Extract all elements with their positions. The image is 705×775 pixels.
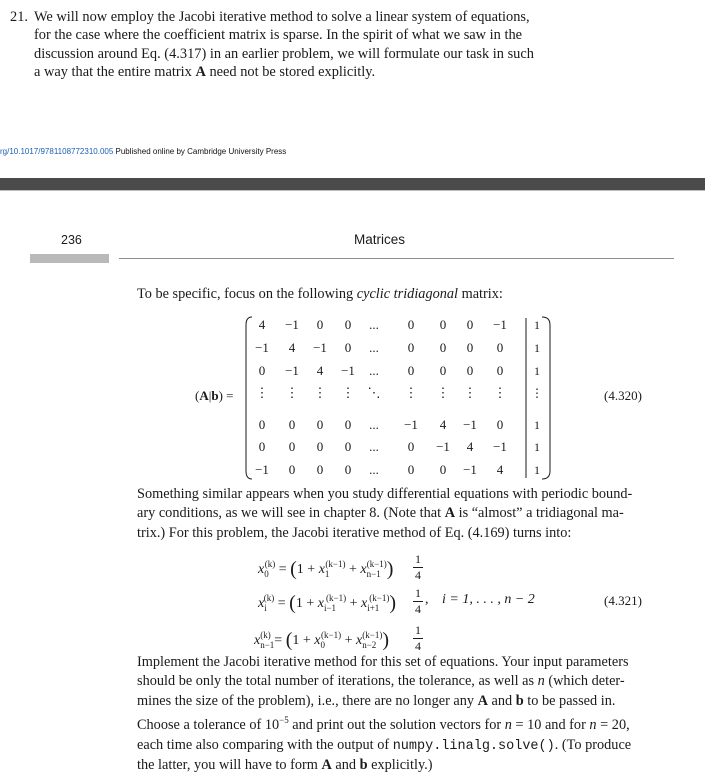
paragraph-implement bbox=[137, 653, 631, 775]
var-n: n bbox=[589, 717, 597, 734]
matrix-entry: 4 bbox=[496, 462, 504, 477]
vector-symbol-b: b bbox=[515, 692, 524, 709]
matrix-entry: ... bbox=[369, 363, 379, 378]
matrix-entry: ⋮ bbox=[436, 385, 450, 400]
matrix-entry: ⋮ bbox=[341, 385, 355, 400]
text: explicitly.) bbox=[367, 757, 433, 774]
matrix-entry: 0 bbox=[439, 363, 447, 378]
matrix-entry: 0 bbox=[288, 439, 296, 454]
equation-number: (4.321) bbox=[604, 593, 642, 608]
matrix-entry: −1 bbox=[285, 317, 299, 332]
text: is “almost” a tridiagonal ma- bbox=[455, 505, 624, 522]
matrix-entry: 0 bbox=[316, 317, 324, 332]
matrix-entry: ... bbox=[369, 417, 379, 432]
text: the latter, you will have to form bbox=[137, 757, 322, 774]
text: each time also comparing with the output of bbox=[137, 736, 393, 753]
matrix-entry: ... bbox=[369, 317, 379, 332]
problem-line-tail: need not be stored explicitly. bbox=[205, 64, 376, 81]
text: = 20, bbox=[596, 717, 630, 734]
rhs-entry: 1 bbox=[534, 341, 540, 355]
numerator: 1 bbox=[415, 623, 421, 637]
text: to be passed in. bbox=[523, 692, 616, 709]
numerator: 1 bbox=[415, 586, 421, 600]
matrix-entry: 4 bbox=[316, 363, 324, 378]
matrix-entry: −1 bbox=[436, 439, 450, 454]
intro-italic: cyclic tridiagonal bbox=[356, 286, 459, 302]
header-rule bbox=[119, 258, 674, 259]
matrix-entry: 0 bbox=[316, 417, 324, 432]
problem-line bbox=[34, 63, 570, 81]
matrix-entry: 0 bbox=[466, 340, 474, 355]
intro-text-end: matrix: bbox=[458, 286, 503, 302]
matrix-entry: 4 bbox=[466, 439, 474, 454]
matrix-entry: 0 bbox=[439, 317, 447, 332]
matrix-entry: 0 bbox=[344, 417, 352, 432]
intro-text: To be specific, focus on the following bbox=[137, 286, 357, 302]
page-separator-band bbox=[0, 178, 705, 190]
matrix-entry: 0 bbox=[344, 317, 352, 332]
problem-statement-top bbox=[10, 8, 570, 82]
text: (which deter- bbox=[544, 673, 625, 690]
paragraph-line bbox=[137, 504, 632, 523]
paragraph-line bbox=[137, 672, 631, 691]
problem-line: for the case where the coefficient matrix is sparse. In the spirit of what we saw in the bbox=[34, 27, 523, 44]
index-range: i = 1, . . . , n − 2 bbox=[442, 592, 535, 607]
matrix-entry: 0 bbox=[344, 340, 352, 355]
text: Choose a tolerance of 10 bbox=[137, 717, 280, 734]
matrix-entry: 0 bbox=[258, 417, 266, 432]
matrix-entry: 0 bbox=[466, 363, 474, 378]
rhs-entry: 1 bbox=[534, 463, 540, 477]
doi-link[interactable]: rg/10.1017/9781108772310.005 bbox=[0, 147, 114, 156]
text: and print out the solution vectors for bbox=[288, 717, 505, 734]
code-snippet: numpy.linalg.solve() bbox=[392, 738, 555, 754]
matrix-label bbox=[195, 388, 234, 404]
running-head: Matrices bbox=[354, 232, 406, 247]
page-separator-edge bbox=[0, 190, 705, 191]
paragraph-line bbox=[137, 711, 631, 735]
label-paren-open: ( bbox=[195, 388, 200, 403]
matrix-entry: 0 bbox=[407, 317, 415, 332]
problem-number: 21. bbox=[10, 9, 28, 25]
text: ary conditions, as we will see in chapter 8. (Note that bbox=[137, 505, 445, 522]
rhs-entry: 1 bbox=[534, 364, 540, 378]
matrix-entry: 0 bbox=[407, 363, 415, 378]
label-close: ) = bbox=[218, 388, 234, 403]
matrix-entry: ... bbox=[369, 340, 379, 355]
matrix-entry: 0 bbox=[466, 317, 474, 332]
page-number: 236 bbox=[61, 233, 82, 247]
augmented-matrix bbox=[244, 313, 556, 483]
matrix-entry: ⋮ bbox=[313, 385, 327, 400]
matrix-entry: −1 bbox=[404, 417, 418, 432]
rhs-entry: 1 bbox=[534, 418, 540, 432]
matrix-entry: 0 bbox=[288, 417, 296, 432]
matrix-entry: 0 bbox=[439, 340, 447, 355]
paragraph-line bbox=[137, 692, 631, 711]
rhs-entry: ⋮ bbox=[531, 386, 543, 400]
doi-footer bbox=[0, 147, 286, 156]
matrix-entry: −1 bbox=[341, 363, 355, 378]
problem-line-text: a way that the entire matrix bbox=[34, 64, 196, 81]
rhs-entry: 1 bbox=[534, 440, 540, 454]
matrix-entry: 0 bbox=[407, 340, 415, 355]
matrix-entry: 4 bbox=[288, 340, 296, 355]
matrix-entry: 0 bbox=[496, 417, 504, 432]
text: = 10 and for bbox=[511, 717, 590, 734]
label-bar: | bbox=[208, 388, 212, 403]
matrix-entry: ⋮ bbox=[404, 385, 418, 400]
matrix-entry: −1 bbox=[255, 340, 269, 355]
matrix-entry: −1 bbox=[313, 340, 327, 355]
matrix-symbol-A: A bbox=[321, 757, 332, 774]
rhs-entry: 1 bbox=[534, 318, 540, 332]
matrix-entry: 0 bbox=[258, 363, 266, 378]
var-n: n bbox=[504, 717, 512, 734]
paragraph-line: Implement the Jacobi iterative method for this set of equations. Your input parameters bbox=[137, 654, 629, 670]
matrix-entry: −1 bbox=[493, 439, 507, 454]
matrix-entry: ⋱ bbox=[367, 385, 381, 400]
matrix-entry: 0 bbox=[316, 439, 324, 454]
matrix-entry: −1 bbox=[255, 462, 269, 477]
paragraph-line: trix.) For this problem, the Jacobi iterative method of Eq. (4.169) turns into: bbox=[137, 524, 572, 541]
var-n: n bbox=[537, 673, 545, 690]
matrix-symbol-A: A bbox=[477, 692, 488, 709]
text: mines the size of the problem), i.e., there are no longer any bbox=[137, 692, 478, 709]
matrix-entry: 0 bbox=[316, 462, 324, 477]
text: . (To produce bbox=[554, 736, 632, 753]
matrix-entry: −1 bbox=[493, 317, 507, 332]
matrix-symbol-A: A bbox=[444, 505, 456, 522]
matrix-entry: 0 bbox=[407, 439, 415, 454]
header-bar bbox=[30, 254, 109, 263]
fraction-quarter bbox=[413, 553, 423, 582]
matrix-entry: ⋮ bbox=[285, 385, 299, 400]
matrix-symbol-A: A bbox=[195, 64, 206, 81]
label-A: A bbox=[199, 388, 209, 403]
matrix-entry: ⋮ bbox=[255, 385, 269, 400]
denominator: 4 bbox=[415, 568, 421, 582]
matrix-entry: 4 bbox=[258, 317, 266, 332]
matrix-entry: −1 bbox=[463, 462, 477, 477]
paragraph-line bbox=[137, 756, 631, 775]
intro-sentence bbox=[137, 285, 503, 304]
paragraph-line bbox=[137, 736, 631, 756]
matrix-entry: ... bbox=[369, 439, 379, 454]
numerator: 1 bbox=[415, 552, 421, 566]
matrix-entry: −1 bbox=[463, 417, 477, 432]
problem-line: discussion around Eq. (4.317) in an earlier problem, we will formulate our task in such bbox=[34, 45, 534, 62]
matrix-entry: 0 bbox=[407, 462, 415, 477]
denominator: 4 bbox=[415, 639, 421, 653]
matrix-entry: 0 bbox=[258, 439, 266, 454]
matrix-entry: −1 bbox=[285, 363, 299, 378]
problem-line: We will now employ the Jacobi iterative method to solve a linear system of equations, bbox=[34, 9, 530, 25]
matrix-entry: 0 bbox=[344, 439, 352, 454]
exponent: −5 bbox=[279, 715, 289, 726]
equation-number: (4.320) bbox=[604, 388, 642, 403]
paragraph-periodic bbox=[137, 485, 632, 543]
fraction-quarter bbox=[413, 587, 423, 616]
matrix-entry: 0 bbox=[496, 340, 504, 355]
vector-symbol-b: b bbox=[359, 757, 368, 774]
label-b: b bbox=[211, 388, 219, 403]
matrix-entry: 4 bbox=[439, 417, 447, 432]
matrix-entry: 0 bbox=[288, 462, 296, 477]
text: and bbox=[487, 692, 516, 709]
fraction-quarter bbox=[413, 624, 423, 653]
doi-publisher: Published online by Cambridge University Press bbox=[113, 147, 287, 156]
matrix-entry: ⋮ bbox=[493, 385, 507, 400]
matrix-entry: 0 bbox=[439, 462, 447, 477]
denominator: 4 bbox=[415, 602, 421, 616]
text: should be only the total number of iterations, the tolerance, as well as bbox=[137, 673, 538, 690]
matrix-entry: 0 bbox=[496, 363, 504, 378]
matrix-entry: 0 bbox=[344, 462, 352, 477]
paragraph-line: Something similar appears when you study differential equations with periodic bound- bbox=[137, 486, 633, 502]
matrix-entry: ⋮ bbox=[463, 385, 477, 400]
text: and bbox=[331, 757, 360, 774]
matrix-entry: ... bbox=[369, 462, 379, 477]
